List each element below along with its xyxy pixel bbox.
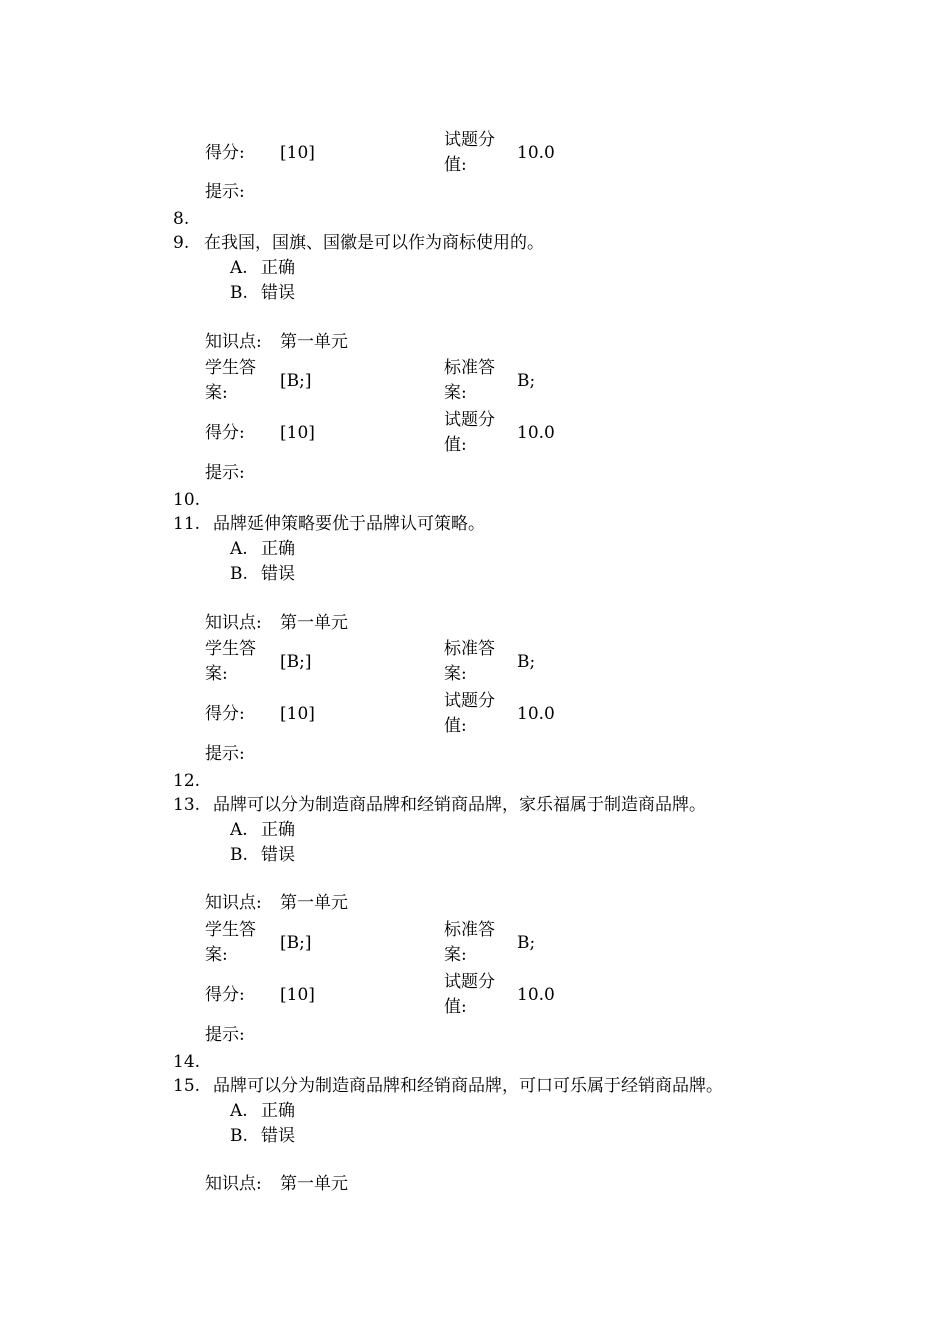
option-letter: B. (230, 845, 248, 865)
hint-label: 提示: (205, 1025, 245, 1045)
option-text: 正确 (261, 1101, 295, 1121)
option-letter: B. (230, 283, 248, 303)
option-text: 正确 (261, 258, 295, 278)
knowledge-value: 第一单元 (280, 893, 348, 913)
question-score-label: 试题分 值: (444, 972, 495, 1017)
question-number: 9. (173, 233, 190, 253)
student-answer-label: 学生答 案: (205, 639, 256, 684)
question-score-label: 试题分 值: (444, 410, 495, 455)
option-text: 错误 (261, 1126, 295, 1146)
option-text: 错误 (261, 845, 295, 865)
score-label: 得分: (205, 143, 245, 163)
question-number: 12. (173, 771, 201, 791)
score-label: 得分: (205, 704, 245, 724)
option-letter: A. (230, 258, 248, 278)
question-number: 14. (173, 1052, 201, 1072)
score-value: [10] (280, 423, 315, 443)
option-text: 正确 (261, 820, 295, 840)
score-value: [10] (280, 985, 315, 1005)
hint-label: 提示: (205, 744, 245, 764)
question-number: 11. (173, 514, 201, 534)
standard-answer-label: 标准答 案: (444, 920, 495, 965)
question-number: 13. (173, 795, 201, 815)
score-value: [10] (280, 143, 315, 163)
knowledge-value: 第一单元 (280, 332, 348, 352)
standard-answer-label: 标准答 案: (444, 358, 495, 403)
standard-answer-label: 标准答 案: (444, 639, 495, 684)
score-label: 得分: (205, 985, 245, 1005)
standard-answer-value: B; (517, 652, 536, 672)
student-answer-value: [B;] (280, 933, 312, 953)
question-text: 品牌可以分为制造商品牌和经销商品牌，可口可乐属于经销商品牌。 (213, 1076, 723, 1096)
question-score-value: 10.0 (517, 143, 555, 163)
student-answer-value: [B;] (280, 371, 312, 391)
knowledge-label: 知识点: (205, 1174, 262, 1194)
standard-answer-value: B; (517, 371, 536, 391)
option-letter: A. (230, 539, 248, 559)
knowledge-value: 第一单元 (280, 1174, 348, 1194)
question-score-label: 试题分 值: (444, 130, 495, 175)
option-text: 错误 (261, 283, 295, 303)
knowledge-label: 知识点: (205, 613, 262, 633)
question-score-value: 10.0 (517, 423, 555, 443)
student-answer-label: 学生答 案: (205, 920, 256, 965)
option-letter: A. (230, 1101, 248, 1121)
hint-label: 提示: (205, 182, 245, 202)
student-answer-label: 学生答 案: (205, 358, 256, 403)
question-number: 8. (173, 209, 190, 229)
option-letter: B. (230, 1126, 248, 1146)
knowledge-label: 知识点: (205, 332, 262, 352)
option-text: 正确 (261, 539, 295, 559)
question-text: 在我国，国旗、国徽是可以作为商标使用的。 (204, 233, 544, 253)
question-score-value: 10.0 (517, 985, 555, 1005)
question-score-value: 10.0 (517, 704, 555, 724)
option-letter: A. (230, 820, 248, 840)
option-text: 错误 (261, 564, 295, 584)
standard-answer-value: B; (517, 933, 536, 953)
question-text: 品牌可以分为制造商品牌和经销商品牌，家乐福属于制造商品牌。 (213, 795, 706, 815)
question-text: 品牌延伸策略要优于品牌认可策略。 (213, 514, 485, 534)
question-score-label: 试题分 值: (444, 691, 495, 736)
option-letter: B. (230, 564, 248, 584)
score-label: 得分: (205, 423, 245, 443)
knowledge-value: 第一单元 (280, 613, 348, 633)
hint-label: 提示: (205, 463, 245, 483)
score-value: [10] (280, 704, 315, 724)
student-answer-value: [B;] (280, 652, 312, 672)
knowledge-label: 知识点: (205, 893, 262, 913)
question-number: 10. (173, 490, 201, 510)
question-number: 15. (173, 1076, 201, 1096)
